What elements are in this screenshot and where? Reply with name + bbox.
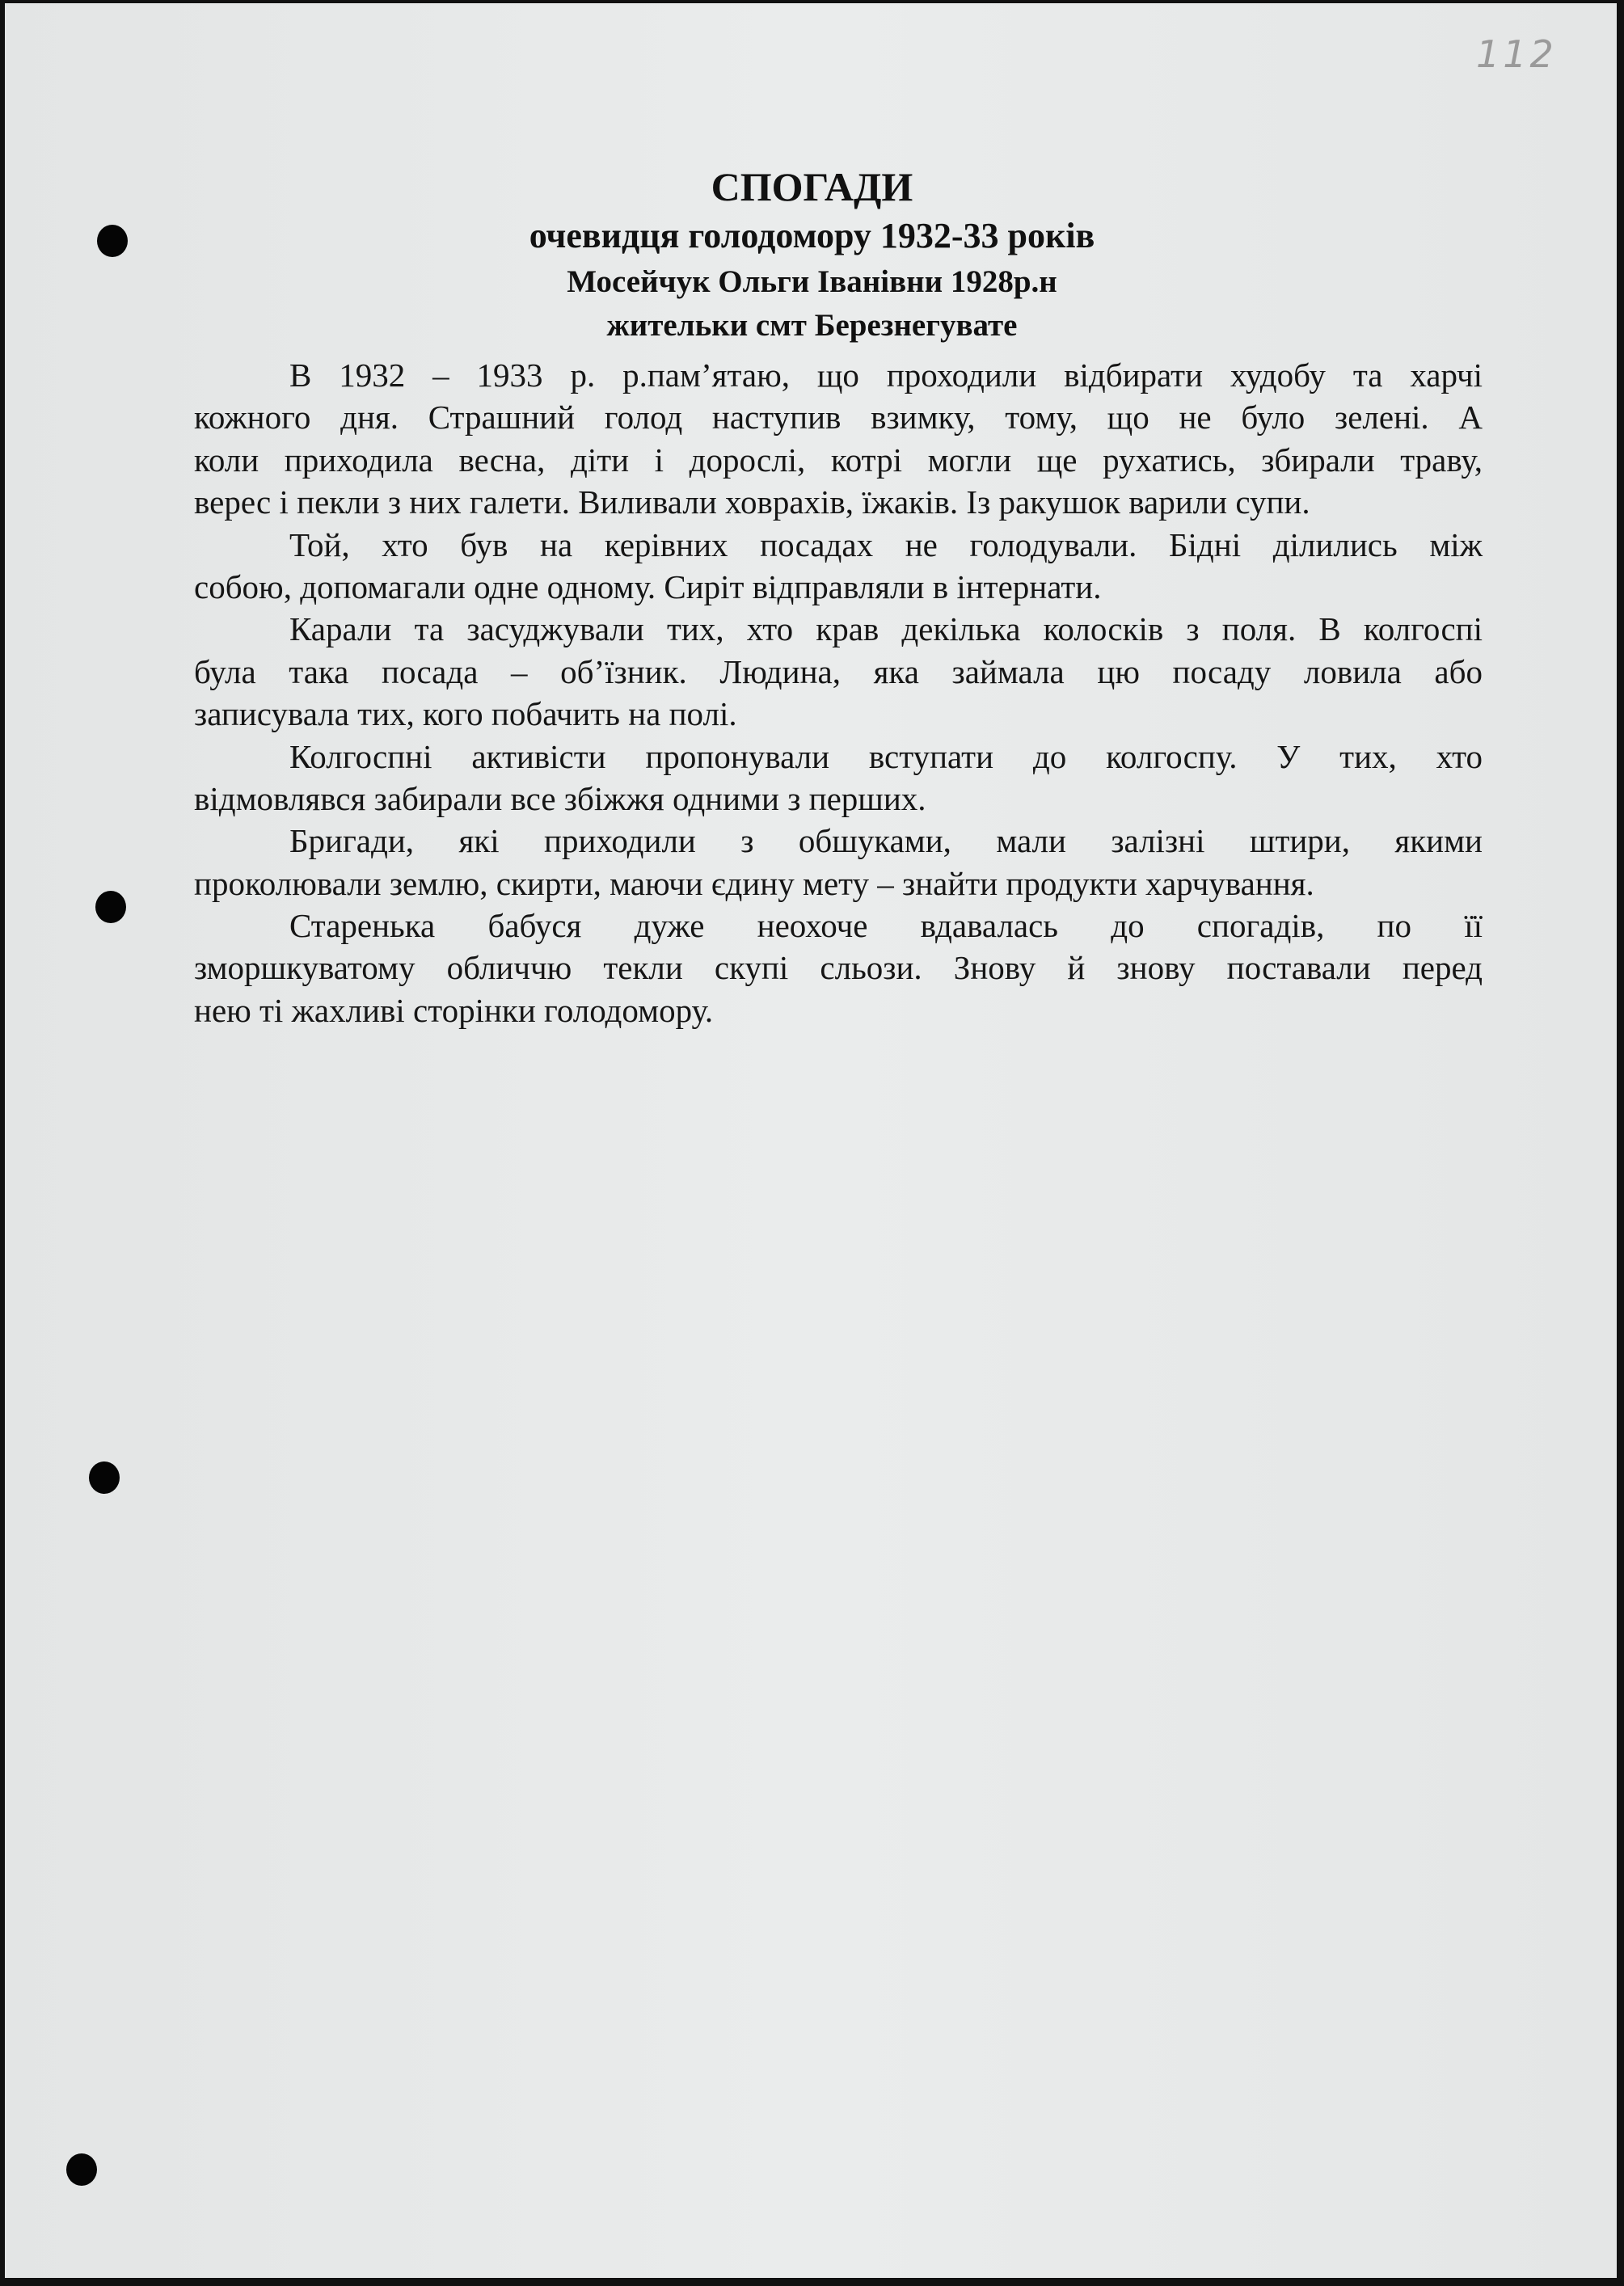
residence-line: жительки смт Березнегувате xyxy=(606,308,1018,343)
text-line: відмовлявся забирали все збіжжя одними з перших. xyxy=(194,779,926,817)
text-line: була така посада – об’їзник. Людина, яка займала цю посаду ловила або xyxy=(194,652,1483,690)
paragraph xyxy=(194,736,1483,820)
paragraph xyxy=(194,905,1483,1031)
author-line: Мосейчук Ольги Іванівни 1928р.н xyxy=(567,264,1057,299)
text-line: зморшкуватому обличчю текли скупі сльози. Знову й знову поставали перед xyxy=(194,949,1483,987)
text-line: записувала тих, кого побачить на полі. xyxy=(194,695,737,733)
text-line: нею ті жахливі сторінки голодомору. xyxy=(194,991,714,1029)
text-line: Той, хто був на керівних посадах не голодували. Бідні ділились між xyxy=(289,525,1483,563)
text-line: Колгоспні активісти пропонували вступати до колгоспу. У тих, хто xyxy=(289,737,1483,775)
text-line: собою, допомагали одне одному. Сиріт відправляли в інтернати. xyxy=(194,567,1102,605)
document-body xyxy=(194,354,1483,1031)
document-page xyxy=(5,3,1617,2278)
text-line: В 1932 – 1933 р. р.пам’ятаю, що проходили відбирати худобу та харчі xyxy=(289,356,1483,394)
document-subtitle: очевидця голодомору 1932-33 років xyxy=(529,216,1095,255)
text-line: коли приходила весна, діти і дорослі, котрі могли ще рухатись, збирали траву, xyxy=(194,441,1483,479)
text-line: кожного дня. Страшний голод наступив взимку, тому, що не було зелені. А xyxy=(194,399,1483,437)
text-line: Старенька бабуся дуже неохоче вдавалась до спогадів, по її xyxy=(289,907,1483,945)
paragraph xyxy=(194,524,1483,609)
paragraph xyxy=(194,820,1483,905)
document-title: СПОГАДИ xyxy=(711,164,913,209)
punch-hole xyxy=(95,891,126,923)
text-line: проколювали землю, скирти, маючи єдину мету – знайти продукти харчування. xyxy=(194,864,1314,902)
punch-hole xyxy=(66,2153,97,2186)
text-line: Бригади, які приходили з обшуками, мали залізні штири, якими xyxy=(289,822,1483,860)
handwritten-page-number: 112 xyxy=(1476,32,1557,76)
text-line: Карали та засуджували тих, хто крав декілька колосків з поля. В колгоспі xyxy=(289,610,1483,648)
paragraph xyxy=(194,354,1483,524)
paragraph xyxy=(194,608,1483,735)
text-line: верес і пекли з них галети. Виливали ховрахів, їжаків. Із ракушок варили супи. xyxy=(194,483,1310,521)
punch-hole xyxy=(89,1461,120,1494)
